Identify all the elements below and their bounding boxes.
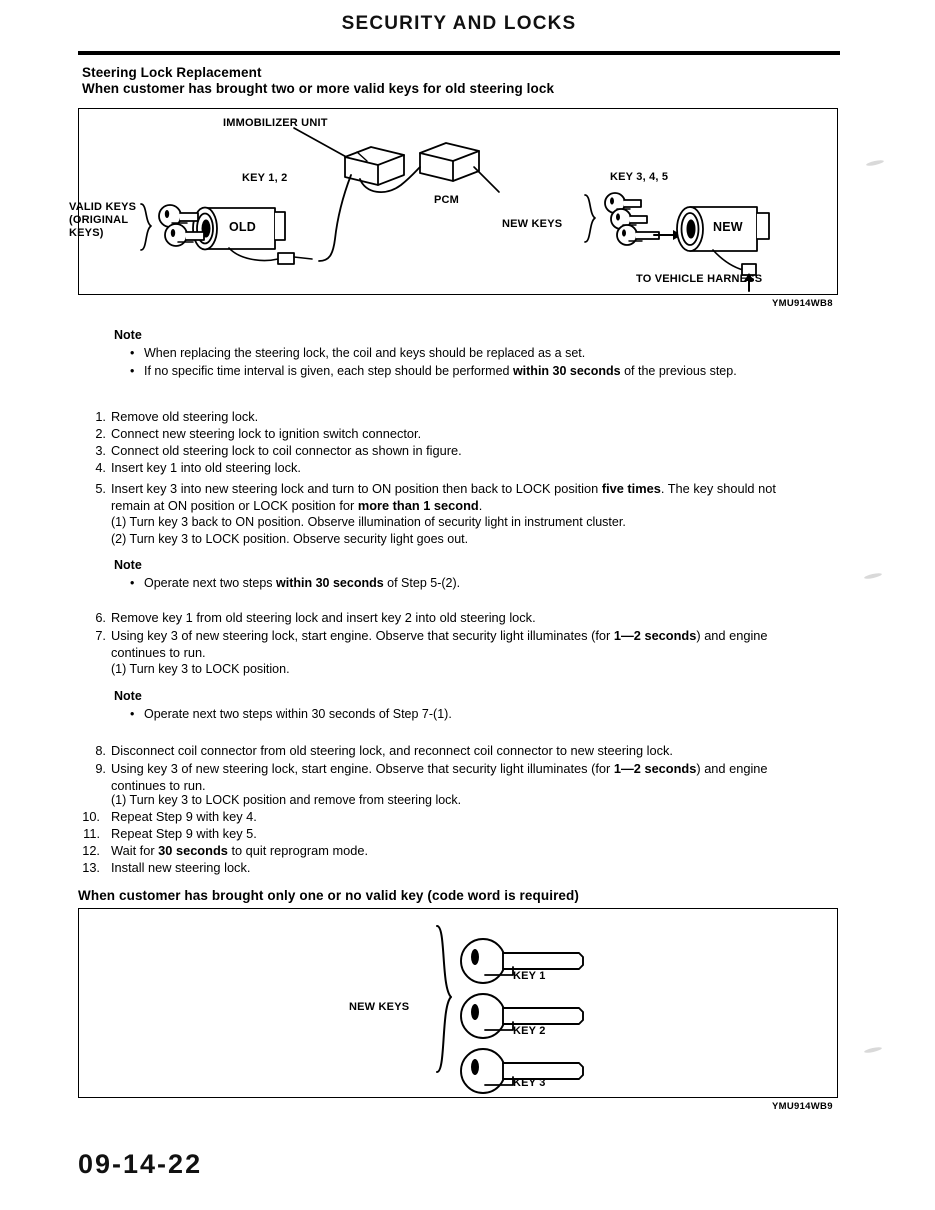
label-new-keys: NEW KEYS bbox=[502, 218, 563, 230]
step-7-sub-1: (1) Turn key 3 to LOCK position. bbox=[111, 662, 290, 676]
step-8-number: 8. bbox=[95, 743, 106, 758]
step-11-text: Repeat Step 9 with key 5. bbox=[111, 826, 257, 841]
step-7 bbox=[84, 627, 818, 661]
note-1-item-1-text: When replacing the steering lock, the coil and keys should be replaced as a set. bbox=[144, 346, 586, 360]
step-8-text: Disconnect coil connector from old steering lock, and reconnect coil connector to new steering lock. bbox=[111, 743, 673, 758]
figure-bottom-caption: YMU914WB9 bbox=[772, 1101, 833, 1112]
label-new-lock: NEW bbox=[713, 220, 743, 234]
step-9 bbox=[84, 760, 818, 794]
scan-artifact bbox=[866, 159, 884, 167]
note-1-item-2-text: If no specific time interval is given, each step should be performed within 30 seconds of the previous step. bbox=[144, 364, 737, 378]
label-valid-keys-line1: VALID KEYS bbox=[69, 201, 137, 213]
step-1-text: Remove old steering lock. bbox=[111, 409, 259, 424]
note-3-item-text: Operate next two steps within 30 seconds of Step 7-(1). bbox=[144, 707, 452, 721]
scan-artifact bbox=[864, 572, 882, 580]
note-2-item-text: Operate next two steps within 30 seconds of Step 5-(2). bbox=[144, 576, 461, 590]
label-key-3-4-5: KEY 3, 4, 5 bbox=[610, 171, 669, 183]
step-4-text: Insert key 1 into old steering lock. bbox=[111, 460, 301, 475]
step-7-number: 7. bbox=[95, 628, 106, 643]
page-number-text: 09-14-22 bbox=[78, 1149, 203, 1179]
step-3 bbox=[84, 442, 824, 459]
label-immobilizer-unit: IMMOBILIZER UNIT bbox=[223, 117, 328, 129]
step-1-number: 1. bbox=[95, 409, 106, 424]
step-2 bbox=[84, 425, 824, 442]
step-5-sub-2: (2) Turn key 3 to LOCK position. Observe security light goes out. bbox=[111, 532, 469, 546]
step-8 bbox=[84, 742, 824, 759]
note-1-item-2 bbox=[130, 363, 820, 379]
figure-bottom-artwork bbox=[79, 909, 835, 1095]
step-6-number: 6. bbox=[95, 610, 106, 625]
step-1 bbox=[84, 408, 824, 425]
bullet-icon: • bbox=[130, 707, 135, 721]
label-old-lock: OLD bbox=[229, 220, 256, 234]
label-key-1: KEY 1 bbox=[513, 970, 546, 982]
figure-top-steering-lock-wiring bbox=[69, 108, 838, 295]
step-6-text: Remove key 1 from old steering lock and insert key 2 into old steering lock. bbox=[111, 610, 536, 625]
running-header bbox=[78, 13, 840, 52]
note-3-heading: Note bbox=[114, 689, 142, 703]
label-bottom-new-keys: NEW KEYS bbox=[349, 1001, 410, 1013]
step-2-number: 2. bbox=[95, 426, 106, 441]
bullet-icon: • bbox=[130, 576, 135, 590]
step-11-number: 11. bbox=[83, 826, 100, 841]
step-5-number: 5. bbox=[95, 481, 106, 496]
step-10 bbox=[78, 808, 818, 825]
scan-artifact bbox=[864, 1046, 882, 1054]
step-6 bbox=[84, 609, 824, 626]
label-valid-keys-line3: KEYS) bbox=[69, 227, 104, 239]
step-9-sub-1: (1) Turn key 3 to LOCK position and remove from steering lock. bbox=[111, 793, 462, 807]
step-12-text: Wait for 30 seconds to quit reprogram mode. bbox=[111, 843, 369, 858]
step-5 bbox=[84, 480, 818, 514]
subsection-heading-1: When customer has brought two or more valid keys for old steering lock bbox=[82, 81, 555, 96]
figure-top-caption: YMU914WB8 bbox=[772, 298, 833, 309]
page-number bbox=[78, 1149, 203, 1179]
step-5-sub-1: (1) Turn key 3 back to ON position. Observe illumination of security light in instrument cluster. bbox=[111, 515, 626, 529]
note-2-heading: Note bbox=[114, 558, 142, 572]
note-2-item bbox=[130, 575, 830, 591]
step-9-text: Using key 3 of new steering lock, start engine. Observe that security light illuminates (for 1—2 seconds) and engine continues to run. bbox=[111, 761, 768, 793]
figure-bottom-new-keys bbox=[78, 908, 838, 1098]
label-valid-keys-line2: (ORIGINAL bbox=[69, 214, 129, 226]
note-1-item-1 bbox=[130, 345, 830, 361]
label-pcm: PCM bbox=[434, 194, 460, 206]
step-5-text: Insert key 3 into new steering lock and turn to ON position then back to LOCK position five times. The key should not remain at ON position or LOCK position for more than 1 second. bbox=[111, 481, 776, 513]
note-3-item bbox=[130, 706, 830, 722]
step-10-text: Repeat Step 9 with key 4. bbox=[111, 809, 257, 824]
page-title: Steering Lock Replacement bbox=[82, 65, 262, 80]
label-key-3: KEY 3 bbox=[513, 1077, 546, 1089]
step-9-number: 9. bbox=[95, 761, 106, 776]
step-7-text: Using key 3 of new steering lock, start engine. Observe that security light illuminates (for 1—2 seconds) and engine continues to run. bbox=[111, 628, 768, 660]
step-4-number: 4. bbox=[95, 460, 106, 475]
subsection-heading-2: When customer has brought only one or no valid key (code word is required) bbox=[78, 888, 579, 903]
header-rule bbox=[78, 51, 840, 55]
step-11 bbox=[78, 825, 818, 842]
step-12 bbox=[78, 842, 818, 859]
note-1-heading: Note bbox=[114, 328, 142, 342]
step-4 bbox=[84, 459, 824, 476]
step-13 bbox=[78, 859, 818, 876]
step-13-number: 13. bbox=[82, 860, 100, 875]
label-to-vehicle-harness: TO VEHICLE HARNESS bbox=[636, 273, 763, 285]
step-12-number: 12. bbox=[82, 843, 100, 858]
step-2-text: Connect new steering lock to ignition switch connector. bbox=[111, 426, 422, 441]
running-header-title: SECURITY AND LOCKS bbox=[341, 13, 577, 34]
label-key-2: KEY 2 bbox=[513, 1025, 546, 1037]
step-13-text: Install new steering lock. bbox=[111, 860, 251, 875]
label-key-1-2: KEY 1, 2 bbox=[242, 172, 288, 184]
step-10-number: 10. bbox=[82, 809, 100, 824]
bullet-icon: • bbox=[130, 346, 135, 360]
step-3-text: Connect old steering lock to coil connector as shown in figure. bbox=[111, 443, 462, 458]
step-3-number: 3. bbox=[95, 443, 106, 458]
bullet-icon: • bbox=[130, 364, 135, 378]
